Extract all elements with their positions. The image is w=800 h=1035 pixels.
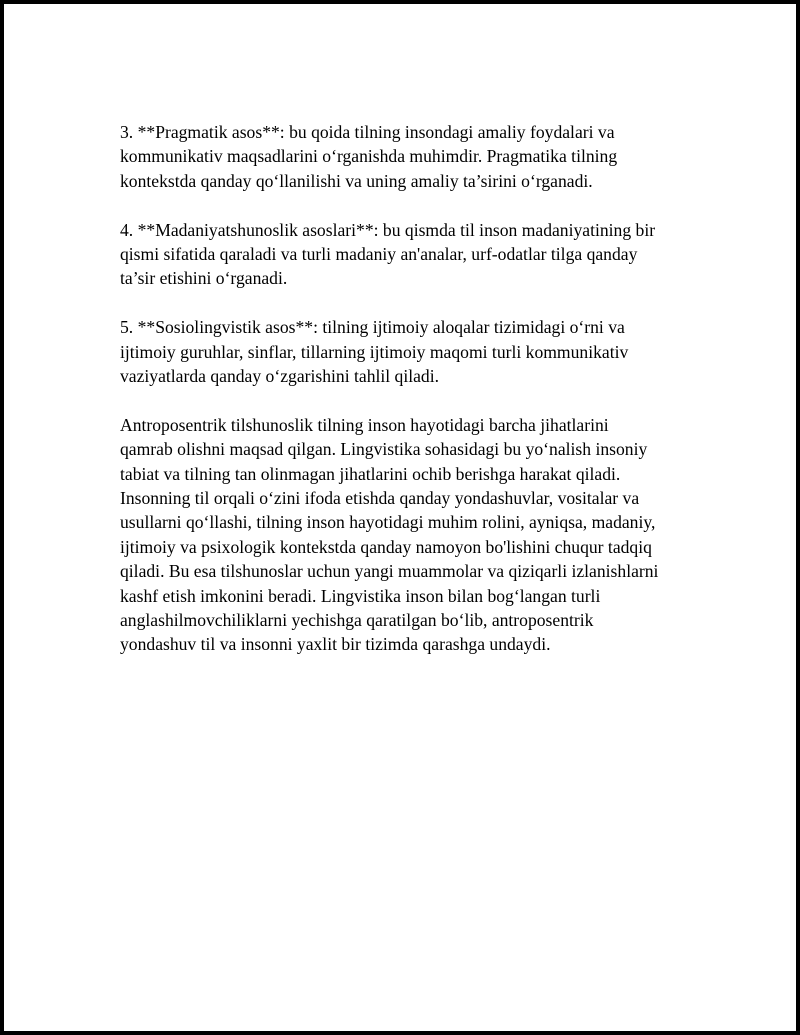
- text-line: anglashilmovchiliklarni yechishga qaratilgan bo‘lib, antroposentrik: [120, 610, 594, 631]
- text-line: usullarni qo‘llashi, tilning inson hayotidagi muhim rolini, ayniqsa, madaniy,: [120, 512, 656, 533]
- text-line: Insonning til orqali o‘zini ifoda etishda qanday yondashuvlar, vositalar va: [120, 488, 640, 509]
- text-line: qismi sifatida qaraladi va turli madaniy an'analar, urf-odatlar tilga qanday: [120, 244, 638, 265]
- text-line: ta’sir etishini o‘rganadi.: [120, 268, 288, 289]
- text-line: tabiat va tilning tan olinmagan jihatlarini ochib berishga harakat qiladi.: [120, 463, 621, 484]
- text-line: qamrab olishni maqsad qilgan. Lingvistika sohasidagi bu yo‘nalish insoniy: [120, 439, 648, 460]
- text-line: qiladi. Bu esa tilshunoslar uchun yangi muammolar va qiziqarli izlanishlarni: [120, 561, 659, 582]
- text-line: 4. **Madaniyatshunoslik asoslari**: bu qismda til inson madaniyatining bir: [120, 219, 656, 240]
- paragraph-pragmatik-asos: [120, 120, 692, 193]
- paragraph-madaniyatshunoslik: [120, 218, 692, 291]
- text-line: Antroposentrik tilshunoslik tilning inson hayotidagi barcha jihatlarini: [120, 414, 609, 435]
- paragraph-sosiolingvistik-asos: [120, 315, 692, 388]
- document-body: [120, 120, 692, 681]
- text-line: kontekstda qanday qo‘llanilishi va uning amaliy ta’sirini o‘rganadi.: [120, 170, 593, 191]
- text-line: yondashuv til va insonni yaxlit bir tizimda qarashga undaydi.: [120, 634, 551, 655]
- paragraph-antroposentrik-tilshunoslik: [120, 413, 692, 657]
- text-line: kommunikativ maqsadlarini o‘rganishda muhimdir. Pragmatika tilning: [120, 146, 618, 167]
- text-line: 3. **Pragmatik asos**: bu qoida tilning insondagi amaliy foydalari va: [120, 122, 615, 142]
- text-line: kashf etish imkonini beradi. Lingvistika inson bilan bog‘langan turli: [120, 585, 601, 606]
- text-line: 5. **Sosiolingvistik asos**: tilning ijtimoiy aloqalar tizimidagi o‘rni va: [120, 317, 625, 338]
- text-line: vaziyatlarda qanday o‘zgarishini tahlil qiladi.: [120, 366, 440, 387]
- text-line: ijtimoiy guruhlar, sinflar, tillarning ijtimoiy maqomi turli kommunikativ: [120, 341, 629, 362]
- text-line: ijtimoiy va psixologik kontekstda qanday namoyon bo'lishini chuqur tadqiq: [120, 536, 652, 557]
